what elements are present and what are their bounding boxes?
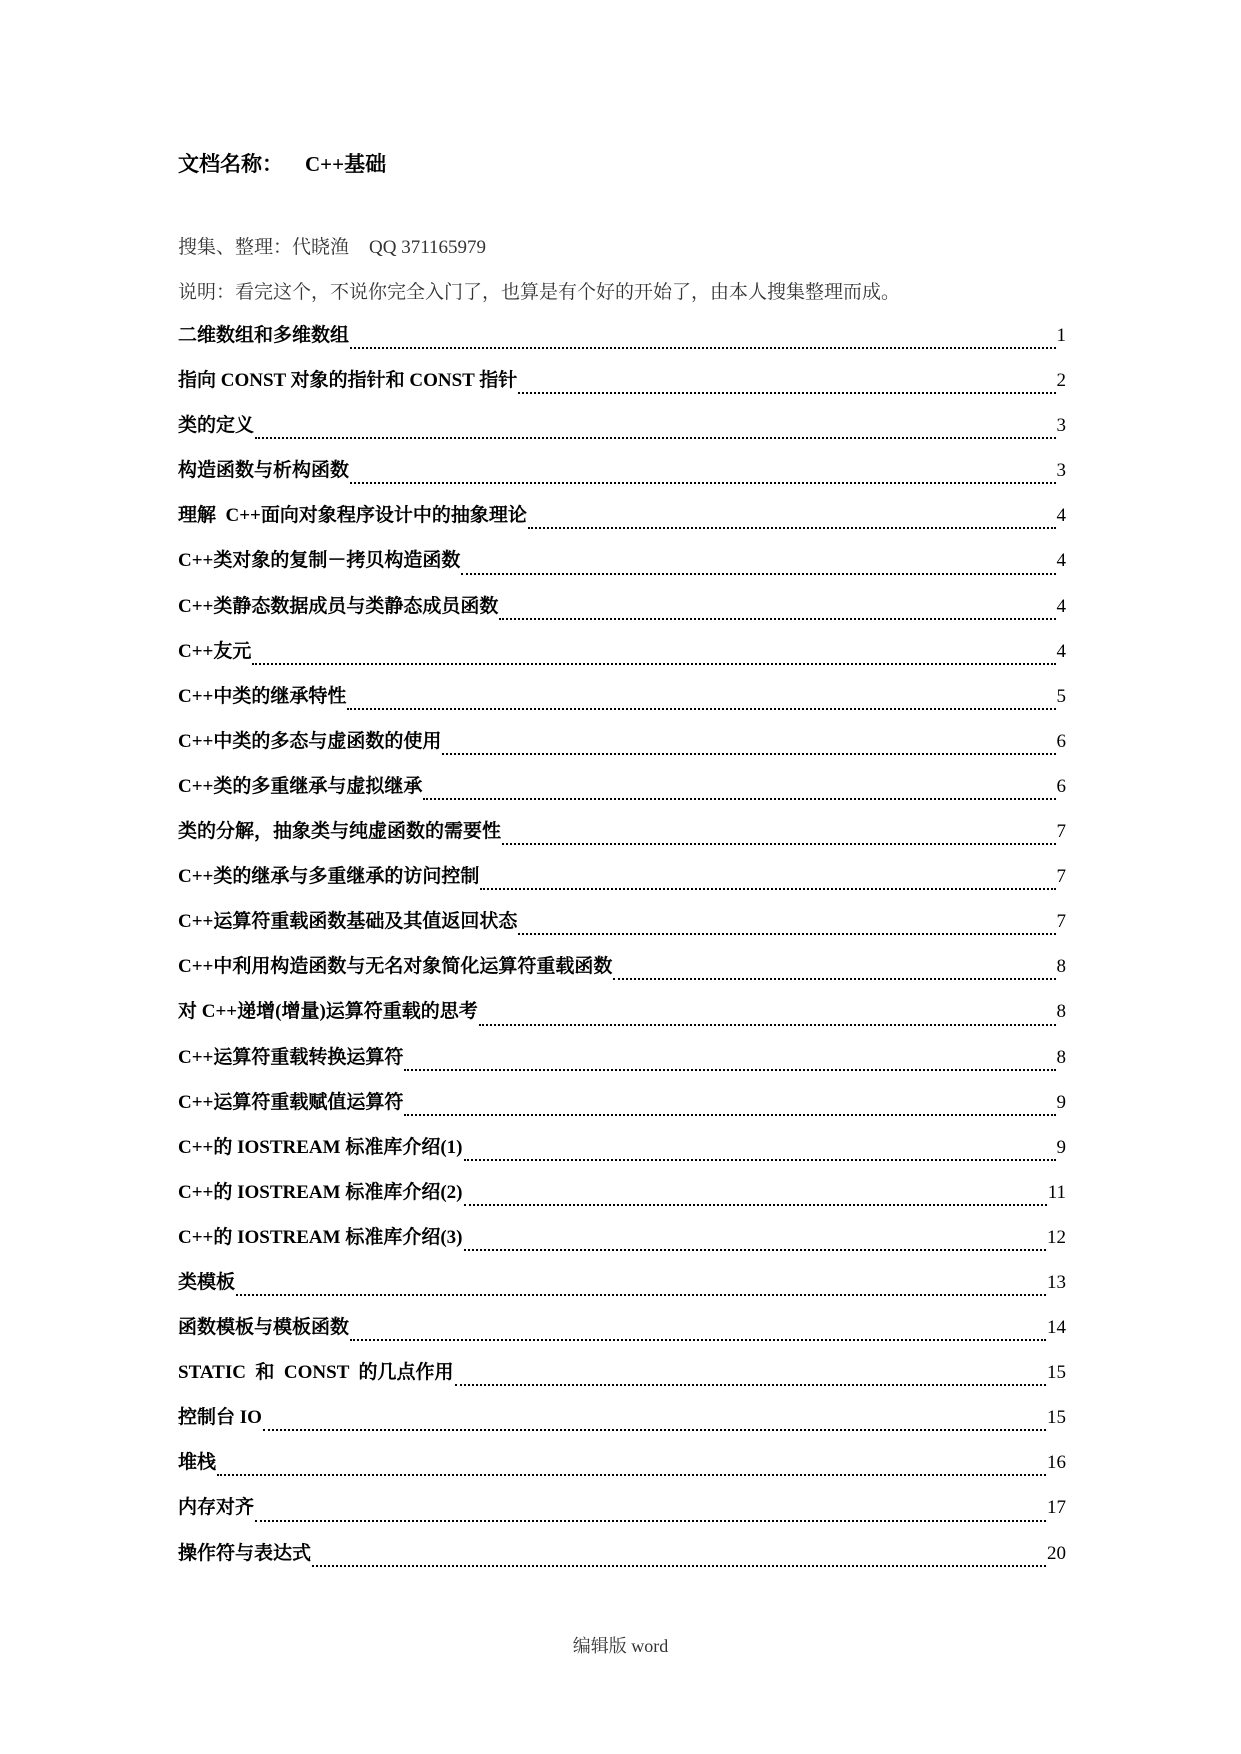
toc-entry[interactable] [178, 726, 1066, 771]
toc-entry-title: 控制台 IO [178, 1407, 262, 1429]
toc-dot-leader [236, 1294, 1046, 1296]
toc-entry[interactable] [178, 455, 1066, 500]
toc-dot-leader [347, 708, 1055, 710]
toc-entry-page-number: 20 [1047, 1542, 1066, 1564]
toc-entry-page-number: 13 [1047, 1271, 1066, 1293]
toc-entry-page-number: 3 [1056, 460, 1066, 482]
toc-entry-title: 类的分解，抽象类与纯虚函数的需要性 [178, 821, 502, 843]
toc-entry[interactable] [178, 816, 1066, 861]
toc-entry-page-number: 4 [1056, 550, 1066, 572]
toc-entry-title: C++类的多重继承与虚拟继承 [178, 775, 423, 797]
toc-entry-page-number: 6 [1056, 775, 1066, 797]
toc-dot-leader [464, 1159, 1056, 1161]
toc-entry-title: C++中类的多态与虚函数的使用 [178, 730, 442, 752]
toc-entry-page-number: 12 [1047, 1226, 1066, 1248]
toc-entry[interactable] [178, 1222, 1066, 1267]
toc-entry-title: STATIC 和 CONST 的几点作用 [178, 1362, 454, 1384]
toc-entry[interactable] [178, 951, 1066, 996]
document-title-value: C++基础 [305, 152, 387, 176]
toc-dot-leader [528, 527, 1056, 529]
toc-dot-leader [461, 573, 1055, 575]
toc-entry-title: 类模板 [178, 1271, 236, 1293]
toc-entry-page-number: 15 [1047, 1362, 1066, 1384]
toc-entry-title: C++的 IOSTREAM 标准库介绍(2) [178, 1181, 463, 1203]
toc-entry-title: C++运算符重载函数基础及其值返回状态 [178, 911, 518, 933]
toc-dot-leader [404, 1069, 1055, 1071]
page-footer: 编辑版 word [572, 1636, 669, 1656]
toc-dot-leader [442, 753, 1055, 755]
collector-line [178, 232, 486, 259]
toc-entry[interactable] [178, 365, 1066, 410]
document-title [178, 148, 386, 178]
toc-entry-title: 堆栈 [178, 1452, 217, 1474]
toc-dot-leader [350, 482, 1055, 484]
toc-entry[interactable] [178, 996, 1066, 1041]
toc-entry[interactable] [178, 1312, 1066, 1357]
document-description: 说明：看完这个，不说你完全入门了，也算是有个好的开始了，由本人搜集整理而成。 [178, 281, 901, 303]
table-of-contents [178, 320, 1066, 1583]
toc-entry-page-number: 16 [1047, 1452, 1066, 1474]
toc-entry[interactable] [178, 861, 1066, 906]
toc-dot-leader [502, 843, 1055, 845]
toc-entry[interactable] [178, 681, 1066, 726]
toc-dot-leader [423, 798, 1055, 800]
toc-entry-page-number: 7 [1056, 866, 1066, 888]
qq-number: QQ 371165979 [369, 237, 487, 258]
toc-entry-title: 对 C++递增(增量)运算符重载的思考 [178, 1001, 478, 1023]
toc-entry-page-number: 4 [1056, 505, 1066, 527]
toc-entry-title: C++运算符重载转换运算符 [178, 1046, 404, 1068]
toc-entry[interactable] [178, 1492, 1066, 1537]
toc-entry-page-number: 8 [1056, 956, 1066, 978]
toc-dot-leader [499, 618, 1055, 620]
toc-entry-title: 二维数组和多维数组 [178, 325, 350, 346]
toc-entry[interactable] [178, 545, 1066, 590]
toc-entry-page-number: 4 [1056, 640, 1066, 662]
toc-entry[interactable] [178, 1087, 1066, 1132]
collector-label: 搜集、整理：代晓渔 [178, 236, 350, 258]
toc-entry[interactable] [178, 1132, 1066, 1177]
toc-entry-title: 函数模板与模板函数 [178, 1317, 350, 1339]
toc-entry-page-number: 8 [1056, 1046, 1066, 1068]
toc-entry[interactable] [178, 1402, 1066, 1447]
toc-entry-title: C++类的继承与多重继承的访问控制 [178, 866, 480, 888]
toc-entry-page-number: 7 [1056, 911, 1066, 933]
toc-entry-title: C++类静态数据成员与类静态成员函数 [178, 595, 499, 617]
toc-entry-title: C++友元 [178, 640, 252, 662]
toc-entry-title: 理解 C++面向对象程序设计中的抽象理论 [178, 505, 527, 527]
toc-entry[interactable] [178, 1267, 1066, 1312]
toc-entry-page-number: 5 [1056, 685, 1066, 707]
toc-dot-leader [613, 978, 1055, 980]
toc-entry[interactable] [178, 1042, 1066, 1087]
toc-dot-leader [217, 1474, 1046, 1476]
toc-entry-title: 构造函数与析构函数 [178, 460, 350, 482]
toc-entry-page-number: 11 [1047, 1181, 1066, 1203]
toc-entry-page-number: 9 [1056, 1136, 1066, 1158]
toc-dot-leader [350, 1339, 1046, 1341]
document-title-label: 文档名称： [178, 152, 283, 176]
toc-dot-leader [255, 1520, 1046, 1522]
toc-entry[interactable] [178, 1357, 1066, 1402]
toc-entry[interactable] [178, 636, 1066, 681]
toc-entry-page-number: 4 [1056, 595, 1066, 617]
toc-entry-page-number: 17 [1047, 1497, 1066, 1519]
toc-entry-title: C++运算符重载赋值运算符 [178, 1091, 404, 1113]
toc-dot-leader [518, 392, 1055, 394]
toc-entry[interactable] [178, 1177, 1066, 1222]
toc-entry-page-number: 1 [1056, 325, 1066, 346]
toc-entry-page-number: 6 [1056, 730, 1066, 752]
toc-entry-page-number: 8 [1056, 1001, 1066, 1023]
toc-entry[interactable] [178, 1447, 1066, 1492]
toc-dot-leader [255, 437, 1055, 439]
toc-dot-leader [464, 1204, 1047, 1206]
toc-entry-title: C++的 IOSTREAM 标准库介绍(3) [178, 1226, 463, 1248]
toc-dot-leader [350, 347, 1055, 349]
toc-entry-title: 操作符与表达式 [178, 1542, 312, 1564]
toc-entry-title: C++中类的继承特性 [178, 685, 347, 707]
toc-entry[interactable] [178, 591, 1066, 636]
toc-entry-title: 指向 CONST 对象的指针和 CONST 指针 [178, 370, 518, 392]
toc-entry-page-number: 14 [1047, 1317, 1066, 1339]
toc-entry-page-number: 9 [1056, 1091, 1066, 1113]
toc-entry-page-number: 3 [1056, 415, 1066, 437]
toc-entry[interactable] [178, 320, 1066, 365]
toc-dot-leader [404, 1114, 1055, 1116]
toc-entry[interactable] [178, 500, 1066, 545]
toc-entry[interactable] [178, 1538, 1066, 1583]
toc-dot-leader [252, 663, 1055, 665]
toc-entry-title: C++类对象的复制－拷贝构造函数 [178, 550, 461, 572]
toc-dot-leader [480, 888, 1055, 890]
toc-dot-leader [312, 1565, 1046, 1567]
toc-entry-title: 内存对齐 [178, 1497, 255, 1519]
toc-entry-title: 类的定义 [178, 415, 255, 437]
toc-entry[interactable] [178, 771, 1066, 816]
toc-entry-title: C++的 IOSTREAM 标准库介绍(1) [178, 1136, 463, 1158]
toc-dot-leader [263, 1429, 1046, 1431]
toc-entry-page-number: 2 [1056, 370, 1066, 392]
toc-entry[interactable] [178, 906, 1066, 951]
toc-entry-page-number: 15 [1047, 1407, 1066, 1429]
toc-dot-leader [455, 1384, 1046, 1386]
toc-entry-title: C++中利用构造函数与无名对象简化运算符重载函数 [178, 956, 613, 978]
toc-dot-leader [464, 1249, 1047, 1251]
toc-entry-page-number: 7 [1056, 821, 1066, 843]
toc-entry[interactable] [178, 410, 1066, 455]
toc-dot-leader [518, 933, 1055, 935]
toc-dot-leader [479, 1024, 1056, 1026]
